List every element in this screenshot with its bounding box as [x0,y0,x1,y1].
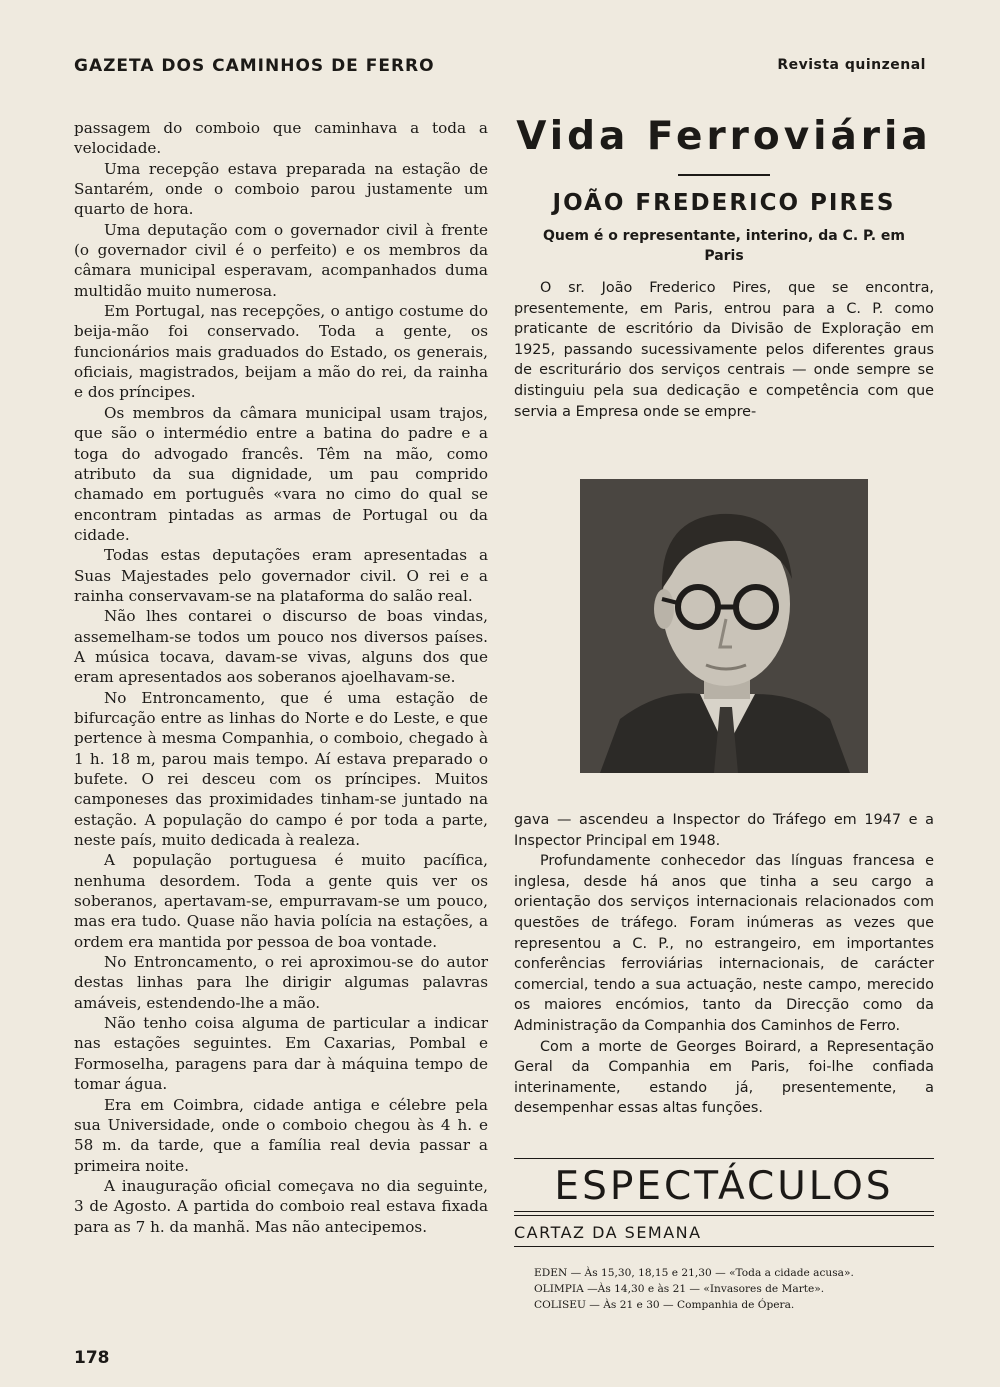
portrait-illustration [580,479,868,773]
page-number: 178 [74,1348,110,1368]
paragraph: Não lhes contarei o discurso de boas vindas, assemelham-se todos um pouco nos diversos países. A música tocava, davam-se vivas, alguns dos que eram apresentados aos soberanos ajoelhavam-se. [74,607,488,687]
espectaculos-subtitle: CARTAZ DA SEMANA [514,1223,702,1242]
paragraph: A população portuguesa é muito pacífica, nenhuma desordem. Toda a gente quis ver os soberanos, apertavam-se, empurravam-se um pouco, mas era tudo. Quase não havia polícia na estações, a ordem era mantida por pessoa de boa vontade. [74,851,488,951]
article-body-intro [514,278,934,422]
paragraph: gava — ascendeu a Inspector do Tráfego em 1947 e a Inspector Principal em 1948. [514,812,934,849]
paragraph: Era em Coimbra, cidade antiga e célebre pela sua Universidade, onde o comboio chegou às 4 h. e 58 m. da tarde, que a família real devia passar a primeira noite. [74,1095,488,1175]
listings [514,1265,934,1313]
paragraph: Os membros da câmara municipal usam trajos, que são o intermédio entre a batina do padre e a toga do advogado francês. Têm na mão, como atributo da sua dignidade, um pau comprido chamado em português «vara no cimo do qual se encontram pintadas as armas de Portugal ou da cidade. [74,403,488,544]
divider [678,174,770,176]
espectaculos-title: ESPECTÁCULOS [554,1164,894,1209]
paragraph: No Entroncamento, o rei aproximou-se do autor destas linhas para lhe dirigir algumas palavras amáveis, estendendo-lhe a mão. [74,953,488,1012]
publication-subtitle: Revista quinzenal [777,57,926,73]
right-column [514,112,934,422]
paragraph: O sr. João Frederico Pires, que se encontra, presentemente, em Paris, entrou para a C. P. como praticante de escritório da Divisão de Exploração em 1925, passando sucessivamente pelos diferentes graus de escriturário dos serviços centrais — onde sempre se distinguiu pela sua dedicação e competência com que servia a Empresa onde se empre- [514,280,934,420]
paragraph: Em Portugal, nas recepções, o antigo costume do beija-mão foi conservado. Toda a gente, os funcionários mais graduados do Estado, os generais, oficiais, magistrados, beijam a mão do rei, da rainha e dos príncipes. [74,302,488,402]
portrait-photo [580,479,868,773]
article-subtitle: Quem é o representante, interino, da C. P. em Paris [543,228,905,264]
divider [514,1158,934,1159]
paragraph: Não tenho coisa alguma de particular a indicar nas estações seguintes. Em Caxarias, Pombal e Formoselha, paragens para dar à máquina tempo de tomar água. [74,1014,488,1094]
paragraph: passagem do comboio que caminhava a toda a velocidade. [74,119,488,158]
section-title: Vida Ferroviária [516,114,932,159]
publication-title: GAZETA DOS CAMINHOS DE FERRO [74,56,435,76]
running-header [74,56,926,80]
divider [514,1211,934,1216]
divider [514,1246,934,1247]
paragraph: Profundamente conhecedor das línguas francesa e inglesa, desde há anos que tinha a seu cargo a orientação dos serviços internacionais relacionados com questões de tráfego. Foram inúmeras as vezes que representou a C. P., no estrangeiro, em importantes conferências ferroviárias internacionais, de carácter comercial, tendo a sua actuação, neste campo, merecido os maiores encómios, tanto da Direcção como da Administração da Companhia dos Caminhos de Ferro. [514,853,934,1034]
paragraph: Com a morte de Georges Boirard, a Representação Geral da Companhia em Paris, foi-lhe confiada interinamente, estando já, presentemente, a desempenhar essas altas funções. [514,1038,934,1117]
paragraph: Uma deputação com o governador civil à frente (o governador civil é o perfeito) e os membros da câmara municipal esperavam, acompanhados duma multidão muito numerosa. [74,220,488,300]
paragraph: No Entroncamento, que é uma estação de bifurcação entre as linhas do Norte e do Leste, e que pertence à mesma Companhia, o comboio, chegado à 1 h. 18 m, parou mais tempo. Aí estava preparado o bufete. O rei desceu com os príncipes. Muitos camponeses das proximidades tinham-se juntado na estação. A população do campo é por toda a parte, neste país, muito dedicada à realeza. [74,688,488,850]
article-body-continued [514,810,934,1119]
paragraph: A inauguração oficial começava no dia seguinte, 3 de Agosto. A partida do comboio real estava fixada para as 7 h. da manhã. Mas não antecipemos. [74,1176,488,1236]
listing-item: OLIMPIA —Às 14,30 e às 21 — «Invasores de Marte». [534,1283,825,1295]
listing-item: COLISEU — Às 21 e 30 — Companhia de Ópera. [534,1299,795,1311]
left-column-article [74,118,488,1237]
article-title: JOÃO FREDERICO PIRES [552,190,896,216]
paragraph: Uma recepção estava preparada na estação de Santarém, onde o comboio parou justamente um quarto de hora. [74,159,488,219]
espectaculos-box [514,1158,934,1313]
paragraph: Todas estas deputações eram apresentadas a Suas Majestades pelo governador civil. O rei e a rainha conservavam-se na plataforma do salão real. [74,546,488,605]
listing-item: EDEN — Às 15,30, 18,15 e 21,30 — «Toda a cidade acusa». [534,1267,854,1279]
